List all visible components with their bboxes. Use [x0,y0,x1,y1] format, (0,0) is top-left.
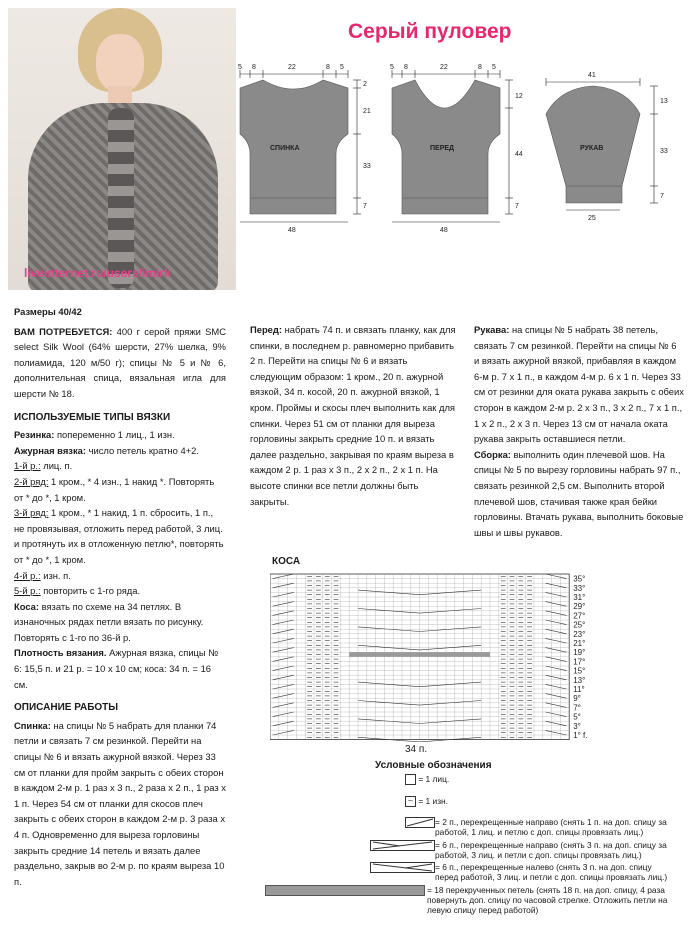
legend-cross2 [405,817,667,837]
knit-symbol [405,774,416,785]
back-text: на спицы № 5 набрать для планки 74 петли и связать 7 см резинкой. Перейти на спицы № 6 и вязать ажурной вязкой. Через 33 см от планки для пройм закрыть с обеих сторон в каждом 2-м р. 1 раз х 3 п., 2 раза х 2 п., 1 раз х 1 п. Через 54 см от планки для скосов плеч закрыть с обеих сторон в каждом 2-м р. 3 раза х 4 п. Одновременно для выреза горловины закрыть средние 14 петель и вязать далее раздельно, закрыв во 2-м р. по краям выреза 10 п. [14,719,226,887]
text-column-2 [250,322,456,513]
back-label: СПИНКА [270,145,300,152]
legend-cross2-text: = 2 п., перекрещенные направо (снять 1 п. на доп. спицу за работой, 1 лиц. и петлю с доп. спицы провязать лиц.) [435,817,667,837]
legend-cross6r-text: = 6 п., перекрещенные направо (снять 3 п. на доп. спицу за работой, 3 лиц. и петли с доп. спицы провязать лиц.) [435,840,667,860]
row3-text: 1 кром., * 1 накид, 1 п. сбросить, 1 п., не провязывая, отложить перед работой, 3 лиц. и протянуть их в отложенную петлю*, повторять от * до *, 1 кром. [14,507,224,565]
chart-row-label: 3° [573,721,581,731]
dim-front-right-3: 7 [515,203,519,210]
row1-label: 1-й р.: [14,460,41,472]
legend-title: Условные обозначения [375,760,492,771]
row4-label: 4-й р.: [14,569,41,581]
legend-purl-text: = 1 изн. [418,796,449,806]
row4-text: изн. п. [43,569,71,581]
dim-front-top-1: 5 [390,64,394,71]
row1-text: лиц. п. [43,460,73,472]
cable-label: Коса: [14,600,39,612]
chart-row-label: 27° [573,611,586,621]
row5-label: 5-й р.: [14,585,41,597]
dim-sleeve-bottom: 25 [588,215,596,222]
cable-panel [108,108,134,288]
dim-back-top-1: 5 [238,64,242,71]
dim-sleeve-right-3: 7 [660,193,664,200]
model-photo [8,8,236,290]
chart-row-label: 25° [573,620,586,630]
chart-row-label: 5° [573,712,581,722]
watermark: liveinternet.ru/users/imirk [24,266,171,280]
dim-front-top-4: 8 [478,64,482,71]
dim-back-top-2: 8 [252,64,256,71]
sleeve-text-label: Рукава: [474,324,510,335]
dim-front-right-2: 44 [515,151,523,158]
legend-cross6l-text: = 6 п., перекрещенные налево (снять 3 п. на доп. спицу перед работой, 3 лиц. и петли с доп. спицы провязать лиц.) [435,862,668,882]
legend-knit [405,774,449,785]
chart-x-label: 34 п. [405,744,428,755]
purl-symbol: – [405,796,416,807]
chart-row-label: 35° [573,574,586,584]
dim-back-right-4: 7 [363,203,367,210]
sleeve-label: РУКАВ [580,145,604,152]
chart-row-label: 1° f. [573,731,588,740]
row5-text: повторить с 1-го ряда. [43,585,141,597]
legend-cross6l [370,862,670,882]
front-text-label: Перед: [250,324,282,335]
chart-row-label: 7° [573,703,581,713]
assembly-label: Сборка: [474,448,511,460]
lace-text: число петель кратно 4+2. [88,444,199,456]
legend-cross6r [370,840,670,860]
dim-back-right-1: 2 [363,81,367,88]
chart-title: КОСА [272,556,301,567]
assembly-text: выполнить один плечевой шов. На спицы № 5 по вырезу горловины набрать 97 п., связать резинкой 2,5 см. Выполнить второй плечевой шов, стачивая также края бейки горловины. Втачать рукава, выполнить боковые швы и швы рукавов. [474,448,684,538]
rib-text: попеременно 1 лиц., 1 изн. [56,429,175,441]
schematics [230,58,690,238]
dim-front-top-3: 22 [440,64,448,71]
chart-row-label: 13° [573,675,586,685]
dim-front-bottom: 48 [440,227,448,234]
row3-label: 3-й ряд: [14,507,49,519]
face [96,34,144,92]
cross6r-symbol [370,840,435,852]
types-heading: ИСПОЛЬЗУЕМЫЕ ТИПЫ ВЯЗКИ [14,411,171,423]
cross2-symbol [405,817,435,829]
chart-row-label: 29° [573,602,586,612]
dim-sleeve-top: 41 [588,72,596,79]
row2-text: 1 кром., * 4 изн., 1 накид *. Повторять от * до *, 1 кром. [14,475,215,503]
front-text: набрать 74 п. и связать планку, как для спинки, в последнем р. равномерно прибавить 2 п. Перейти на спицы № 6 и вязать следующим образом: 1 кром., 20 п. ажурной вязкой, 34 п. косой, 20 п. ажурной вязкой, 1 кром. Проймы и скосы плеч выполнить как для спинки. Через 51 см от планки для выреза горловины закрыть средние 10 п. и вязать далее раздельно, закрывая по краям выреза в каждом 2 р. 1 раз х 3 п., 2 х 2 п., 2 х 1 п. На высоте спинки все петли должны быть закрыты. [250,324,456,507]
legend-cross18 [265,885,675,915]
chart-row-label: 23° [573,629,586,639]
dim-back-bottom: 48 [288,227,296,234]
legend-cross18-text: = 18 перекрученных петель (снять 18 п. на доп. спицу, 4 раза повернуть доп. спицу по часовой стрелке. Отложить петли на левую спицу перед работой) [427,885,668,915]
cross18-symbol [265,885,425,896]
gauge-label: Плотность вязания. [14,647,107,659]
chart-row-label: 31° [573,593,586,602]
dim-sleeve-right-1: 13 [660,98,668,105]
row2-label: 2-й ряд: [14,475,49,487]
page-title: Серый пуловер [348,20,512,43]
chart-row-label: 15° [573,666,586,676]
cable-chart [270,572,615,742]
chart-row-label: 17° [573,657,586,667]
cable-text: вязать по схеме на 34 петлях. В изнаночных рядах петли вязать по рисунку. Повторять с 1-го по 36-й р. [14,600,204,643]
need-text: 400 г серой пряжи SMC select Silk Wool (64% шерсти, 27% шелка, 9% полиамида, 120 м/50 г); спицы № 5 и № 6, дополнительная спица, вязальная игла для шерсти № 18. [14,325,226,399]
dim-front-top-5: 5 [492,64,496,71]
dim-back-top-5: 5 [340,64,344,71]
text-column-1 [14,304,226,893]
text-column-3 [474,322,684,544]
chart-row-label: 19° [573,648,586,658]
front-label: ПЕРЕД [430,145,455,152]
dim-back-top-3: 22 [288,64,296,71]
dim-back-top-4: 8 [326,64,330,71]
legend-knit-text: = 1 лиц. [418,774,450,784]
lace-label: Ажурная вязка: [14,444,86,456]
chart-row-label: 11° [573,685,585,694]
gauge-text: Ажурная вязка, спицы № 6: 15,5 п. и 21 р. = 10 х 10 см; коса: 34 п. = 16 см. [14,647,219,690]
dim-back-right-2: 21 [363,108,371,115]
legend-purl [405,796,448,807]
dim-sleeve-right-2: 33 [660,148,668,155]
rib-label: Резинка: [14,429,55,441]
sizes: Размеры 40/42 [14,306,82,317]
back-text-label: Спинка: [14,719,51,731]
dim-back-right-3: 33 [363,163,371,170]
cross6l-symbol [370,862,435,874]
work-heading: ОПИСАНИЕ РАБОТЫ [14,702,119,714]
dim-front-right-1: 12 [515,93,523,100]
chart-row-label: 33° [573,583,586,593]
need-label: ВАМ ПОТРЕБУЕТСЯ: [14,325,113,337]
dim-front-top-2: 8 [404,64,408,71]
chart-row-label: 21° [573,639,586,648]
sleeve-text: на спицы № 5 набрать 38 петель, связать 7 см резинкой. Перейти на спицы № 6 и вязать ажурной вязкой, прибавляя в каждом 6-м р. 7 х 1 п., в каждом 4-м р. 6 х 1 п. Через 33 см от резинки для оката рукава закрыть с обеих сторон в каждом 2-м р. 2 х 3 п., 3 х 2 п., 7 х 1 п., 1 х 2 п., 2 х 3 п. Через 13 см от начала оката рукава закрыть оставшиеся петли. [474,324,684,445]
chart-row-label: 9° [573,694,581,704]
